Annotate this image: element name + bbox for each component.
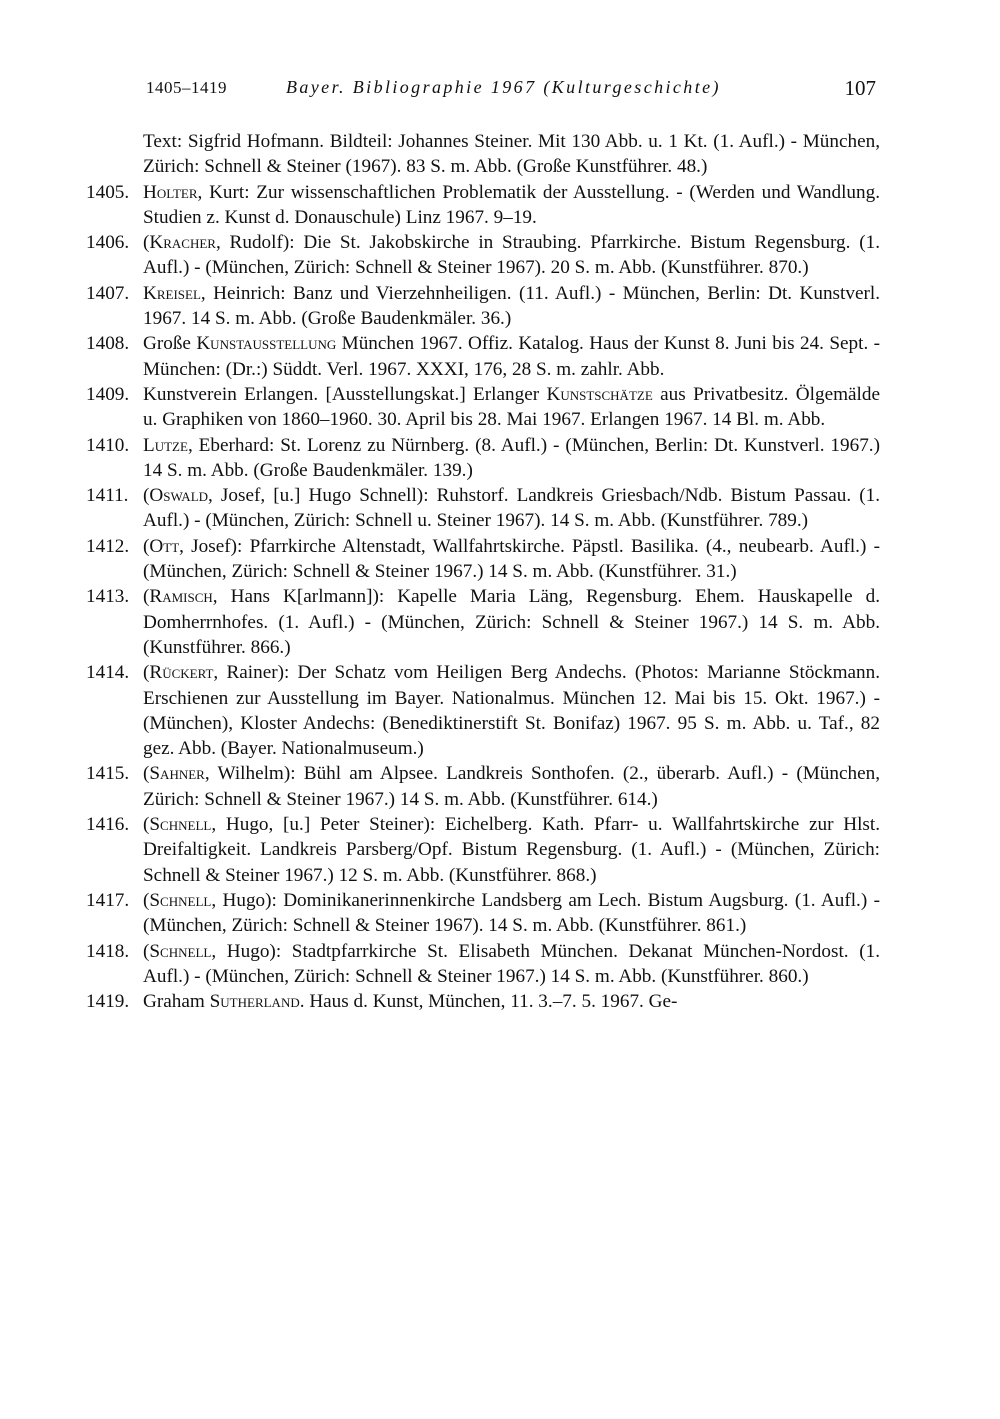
bibliography-entry	[86, 382, 880, 433]
bibliography-entry	[86, 534, 880, 585]
entry-prefix: (	[143, 586, 150, 608]
entry-prefix: (	[143, 662, 150, 684]
entry-prefix: (	[143, 814, 150, 836]
header-title: Bayer. Bibliographie 1967 (Kulturgeschichte)	[286, 77, 721, 97]
bibliography-entry	[86, 281, 880, 332]
entry-number: 1412.	[86, 535, 130, 557]
entry-author-name: Schnell	[149, 814, 212, 836]
entry-text: , Hans K[arlmann]): Kapelle Maria Läng, Regensburg. Ehem. Hauskapelle d. Domherrnhofes. (1. Aufl.) - (München, Zürich: Schnell & Steiner 1967.) 14 S. m. Abb. (Kunstführer. 866.)	[143, 586, 880, 658]
entry-number: 1416.	[86, 814, 130, 836]
bibliography-entry	[86, 331, 880, 382]
entry-text: , Rudolf): Die St. Jakobskirche in Straubing. Pfarrkirche. Bistum Regensburg. (1. Aufl.) - (München, Zürich: Schnell & Steiner 1967). 20 S. m. Abb. (Kunstführer. 870.)	[143, 232, 880, 279]
entry-number: 1419.	[86, 991, 130, 1013]
entry-text: , Wilhelm): Bühl am Alpsee. Landkreis Sonthofen. (2., überarb. Aufl.) - (München, Zürich: Schnell & Steiner 1967.) 14 S. m. Abb. (Kunstführer. 614.)	[143, 763, 880, 810]
entry-number: 1407.	[86, 282, 130, 304]
entry-author-name: Kunstausstellung	[196, 333, 337, 355]
bibliography-entry	[86, 584, 880, 660]
entry-number: 1414.	[86, 662, 130, 684]
entry-number: 1410.	[86, 434, 130, 456]
bibliography-entry	[86, 660, 880, 761]
entry-prefix: (	[143, 535, 150, 557]
entry-author-name: Kunstschätze	[546, 383, 653, 405]
bibliography-entry	[86, 761, 880, 812]
entry-author-name: Oswald	[149, 485, 209, 507]
entry-text: , Heinrich: Banz und Vierzehnheiligen. (11. Aufl.) - München, Berlin: Dt. Kunstverl. 1967. 14 S. m. Abb. (Große Baudenkmäler. 36.)	[143, 282, 880, 330]
entry-prefix: (	[143, 940, 150, 962]
bibliography-entry	[86, 483, 880, 534]
entry-number: 1409.	[86, 383, 130, 405]
entry-list	[86, 180, 880, 1015]
entry-number: 1417.	[86, 889, 130, 911]
bibliography-entries	[86, 129, 880, 1014]
entry-prefix: Kunstverein Erlangen. [Ausstellungskat.] Erlanger	[143, 383, 547, 405]
bibliography-entry	[86, 433, 880, 484]
entry-text: , Kurt: Zur wissenschaftlichen Problematik der Ausstellung. - (Werden und Wandlung. Studien z. Kunst d. Donauschule) Linz 1967. 9–19.	[143, 181, 880, 228]
entry-number: 1415.	[86, 763, 130, 785]
continuation-entry	[86, 129, 880, 180]
entry-text: , Josef): Pfarrkirche Altenstadt, Wallfahrtskirche. Päpstl. Basilika. (4., neubearb. Aufl.) - (München, Zürich: Schnell & Steiner 1967.) 14 S. m. Abb. (Kunstführer. 31.)	[143, 535, 880, 583]
page-number: 107	[844, 76, 876, 100]
bibliography-entry	[86, 888, 880, 939]
entry-text: . Haus d. Kunst, München, 11. 3.–7. 5. 1967. Ge-	[299, 991, 678, 1013]
entry-author-name: Holter	[143, 181, 198, 203]
entry-text: , Josef, [u.] Hugo Schnell): Ruhstorf. Landkreis Griesbach/Ndb. Bistum Passau. (1. Aufl.) - (München, Zürich: Schnell u. Steiner 1967). 14 S. m. Abb. (Kunstführer. 789.)	[143, 485, 880, 532]
entry-author-name: Kreisel	[143, 282, 201, 304]
entry-author-name: Kracher	[149, 232, 216, 254]
entry-prefix: (	[143, 485, 150, 507]
entry-number: 1405.	[86, 181, 130, 203]
entry-author-name: Schnell	[149, 889, 212, 911]
entry-prefix: (	[143, 232, 150, 254]
entry-text: , Hugo): Stadtpfarrkirche St. Elisabeth München. Dekanat München-Nordost. (1. Aufl.) - (München, Zürich: Schnell & Steiner 1967.) 14 S. m. Abb. (Kunstführer. 860.)	[143, 940, 880, 987]
entry-number: 1408.	[86, 333, 130, 355]
entry-text: , Hugo): Dominikanerinnenkirche Landsberg am Lech. Bistum Augsburg. (1. Aufl.) - (München, Zürich: Schnell & Steiner 1967). 14 S. m. Abb. (Kunstführer. 861.)	[143, 889, 880, 937]
entry-author-name: Sutherland	[209, 991, 300, 1013]
bibliography-entry	[86, 989, 880, 1014]
entry-text: , Rainer): Der Schatz vom Heiligen Berg Andechs. (Photos: Marianne Stöckmann. Erschienen zur Ausstellung im Bayer. Nationalmus. München 12. Mai bis 15. Okt. 1967.) - (München), Kloster Andechs: (Benediktinerstift St. Bonifaz) 1967. 95 S. m. Abb. u. Taf., 82 gez. Abb. (Bayer. Nationalmuseum.)	[143, 662, 880, 760]
entry-author-name: Lutze	[143, 434, 188, 456]
entry-author-name: Ott	[149, 535, 180, 557]
entry-text: München 1967. Offiz. Katalog. Haus der Kunst 8. Juni bis 24. Sept. - München: (Dr.:) Süddt. Verl. 1967. XXXI, 176, 28 S. m. zahlr. Abb.	[143, 333, 881, 380]
entry-text: aus Privatbesitz. Ölgemälde u. Graphiken von 1860–1960. 30. April bis 28. Mai 1967. Erlangen 1967. 14 Bl. m. Abb.	[143, 383, 880, 431]
entry-number: 1406.	[86, 232, 130, 254]
entry-prefix: Große	[143, 333, 197, 355]
header-entry-range: 1405–1419	[146, 78, 227, 97]
entry-author-name: Ramisch	[149, 586, 213, 608]
entry-number: 1413.	[86, 586, 130, 608]
entry-number: 1418.	[86, 940, 130, 962]
entry-author-name: Sahner	[149, 763, 205, 785]
entry-prefix: (	[143, 763, 150, 785]
entry-prefix: (	[143, 889, 150, 911]
entry-author-name: Rückert	[149, 662, 214, 684]
entry-text: , Hugo, [u.] Peter Steiner): Eichelberg. Kath. Pfarr- u. Wallfahrtskirche zur Hlst. Dreifaltigkeit. Landkreis Parsberg/Opf. Bistum Regensburg. (1. Aufl.) - (München, Zürich: Schnell & Steiner 1967.) 12 S. m. Abb. (Kunstführer. 868.)	[143, 814, 880, 886]
running-header	[146, 74, 876, 110]
bibliography-entry	[86, 939, 880, 990]
entry-text: , Eberhard: St. Lorenz zu Nürnberg. (8. Aufl.) - (München, Berlin: Dt. Kunstverl. 1967.) 14 S. m. Abb. (Große Baudenkmäler. 139.)	[143, 434, 880, 481]
continuation-text: Text: Sigfrid Hofmann. Bildteil: Johannes Steiner. Mit 130 Abb. u. 1 Kt. (1. Aufl.) - München, Zürich: Schnell & Steiner (1967). 83 S. m. Abb. (Große Kunstführer. 48.)	[143, 131, 880, 178]
bibliography-entry	[86, 812, 880, 888]
entry-prefix: Graham	[143, 991, 210, 1013]
bibliography-entry	[86, 180, 880, 231]
entry-number: 1411.	[86, 485, 129, 507]
entry-author-name: Schnell	[149, 940, 212, 962]
bibliography-entry	[86, 230, 880, 281]
